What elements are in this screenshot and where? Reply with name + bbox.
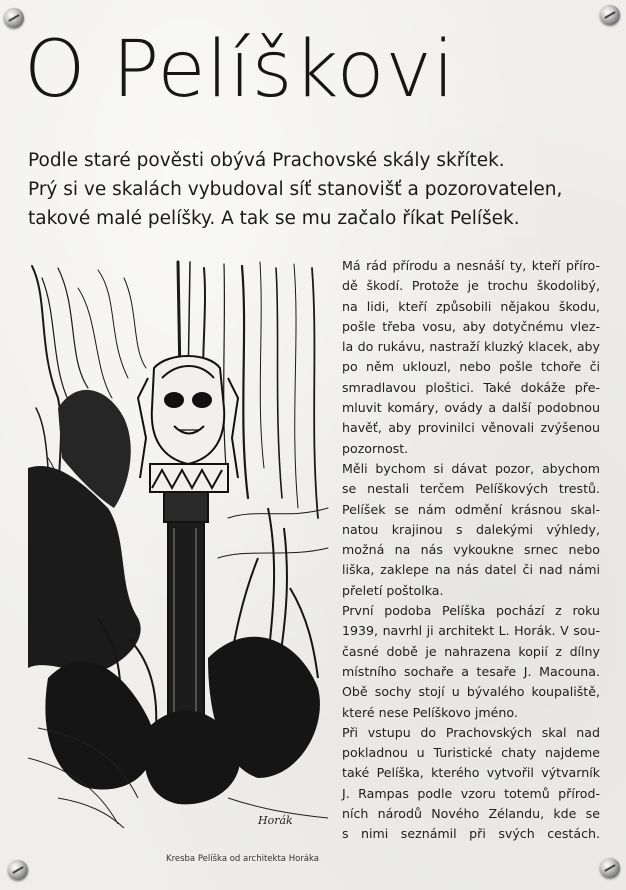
body-line: Měli bychom si dávat pozor, abychom bbox=[342, 460, 600, 476]
intro-paragraph bbox=[28, 146, 608, 233]
body-line: la do rukávu, nastraží kluzký klacek, aby bbox=[342, 339, 600, 355]
body-line: po něm uklouzl, nebo pošle tchoře či bbox=[342, 359, 600, 375]
body-line: Pelíšek se nám odmění krásnou skal- bbox=[342, 501, 600, 517]
body-line: se nestali terčem Pelíškových trestů. bbox=[342, 481, 600, 497]
body-line: které nese Pelíškovo jméno. bbox=[342, 704, 518, 720]
body-line: časné době je nahrazena kopií z dílny bbox=[342, 643, 600, 659]
body-line: smradlavou ploštici. Také dokáže pře- bbox=[342, 379, 600, 395]
body-line: liška, zaklepe na nás datel či nad námi bbox=[342, 562, 600, 578]
body-line: dě škodí. Protože je trochu škodolibý, bbox=[342, 278, 600, 294]
body-line: možná na nás vykoukne srnec nebo bbox=[342, 542, 600, 558]
body-line: Při vstupu do Prachovských skal nad bbox=[342, 724, 600, 740]
intro-line: Prý si ve skalách vybudoval síť stanovišť a pozorovatelen, bbox=[28, 179, 563, 200]
screw-bottom-left-icon bbox=[8, 860, 28, 880]
body-line: Obě sochy stojí u bývalého koupaliště, bbox=[342, 684, 600, 700]
body-line: pošle třeba vosu, aby dotyčnému vlez- bbox=[342, 318, 600, 334]
body-line: přeletí poštolka. bbox=[342, 582, 444, 598]
body-line: 1939, navrhl ji architekt L. Horák. V sou- bbox=[342, 623, 600, 639]
body-line: První podoba Pelíška pochází z roku bbox=[342, 603, 600, 619]
body-line: pozornost. bbox=[342, 440, 409, 456]
body-line: místního sochaře a tesaře J. Macouna. bbox=[342, 663, 600, 679]
body-line: J. Rampas podle vzoru totemů přírod- bbox=[342, 785, 600, 801]
screw-bottom-right-icon bbox=[600, 858, 620, 878]
body-line: havěť, aby provinilci věnovali zvýšenou bbox=[342, 420, 600, 436]
body-line: také Pelíška, kterého vytvořil výtvarník bbox=[342, 765, 600, 781]
body-line: natou krajinou s dalekými výhledy, bbox=[342, 521, 600, 537]
drawing-caption: Kresba Pelíška od architekta Horáka bbox=[166, 854, 319, 864]
body-line: ních národů Nového Zélandu, kde se bbox=[342, 806, 600, 822]
totem-drawing-illustration bbox=[28, 258, 330, 830]
body-line: na lidi, kteří způsobili nějakou škodu, bbox=[342, 298, 600, 314]
intro-line: Podle staré pověsti obývá Prachovské skály skřítek. bbox=[28, 150, 505, 171]
intro-line: takové malé pelíšky. A tak se mu začalo říkat Pelíšek. bbox=[28, 208, 520, 229]
body-line: pokladnou u Turistické chaty najdeme bbox=[342, 745, 600, 761]
body-line: mluvit komáry, ovády a další podobnou bbox=[342, 400, 600, 416]
body-line: Má rád přírodu a nesnáší ty, kteří příro- bbox=[342, 258, 600, 273]
body-paragraphs bbox=[342, 256, 600, 845]
page-title: O Pelíškovi bbox=[24, 25, 456, 115]
drawing-signature: Horák bbox=[258, 814, 293, 827]
screw-top-left-icon bbox=[4, 8, 24, 28]
body-line: s nimi seznámil při svých cestách. bbox=[342, 826, 600, 842]
